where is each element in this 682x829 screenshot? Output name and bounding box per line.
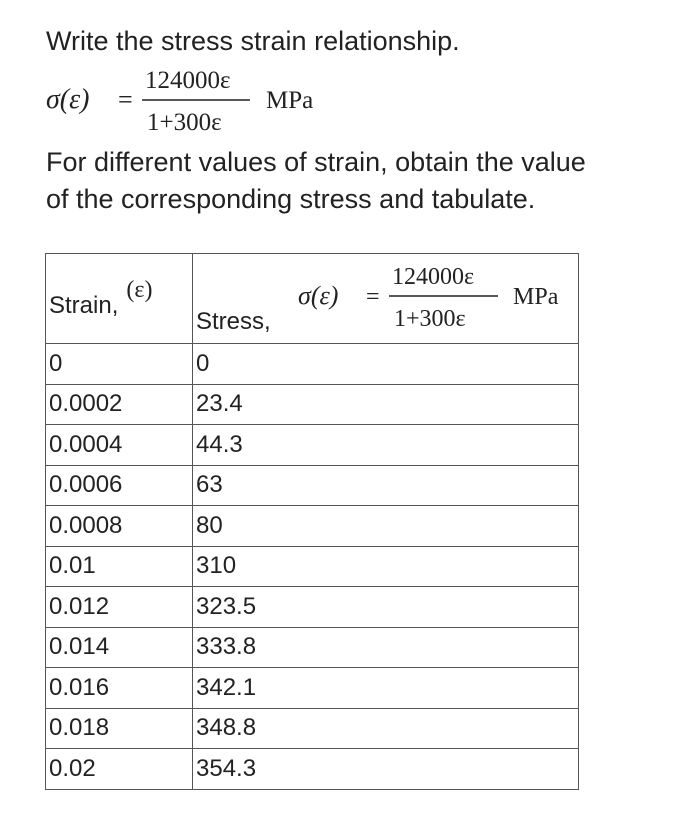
table-body bbox=[46, 344, 579, 790]
strain-value-cell: 0.0006 bbox=[46, 465, 193, 506]
table-row bbox=[46, 708, 579, 749]
strain-value-cell: 0.0002 bbox=[46, 384, 193, 425]
strain-value-cell: 0.018 bbox=[46, 708, 193, 749]
stress-value-cell: 354.3 bbox=[193, 749, 579, 790]
strain-value-cell: 0.01 bbox=[46, 546, 193, 587]
strain-value-cell: 0.02 bbox=[46, 749, 193, 790]
stress-value-cell: 23.4 bbox=[193, 384, 579, 425]
formula-equals: = bbox=[118, 85, 133, 114]
table-row bbox=[46, 587, 579, 628]
stress-value-cell: 310 bbox=[193, 546, 579, 587]
header-strain-cell bbox=[46, 254, 193, 344]
table-row bbox=[46, 344, 579, 385]
stress-value-cell: 80 bbox=[193, 506, 579, 547]
table-row bbox=[46, 546, 579, 587]
stress-value-cell: 342.1 bbox=[193, 668, 579, 709]
table-row bbox=[46, 506, 579, 547]
header-strain-label: Strain, bbox=[49, 292, 119, 320]
stress-strain-formula bbox=[46, 64, 366, 144]
header-stress-cell bbox=[193, 254, 579, 344]
stress-value-cell: 333.8 bbox=[193, 627, 579, 668]
table-row bbox=[46, 749, 579, 790]
strain-value-cell: 0.014 bbox=[46, 627, 193, 668]
strain-stress-table bbox=[45, 253, 579, 790]
table-row bbox=[46, 384, 579, 425]
formula-numerator: 124000ε bbox=[145, 67, 231, 94]
header-stress-label: Stress, bbox=[196, 308, 271, 335]
formula-unit: MPa bbox=[266, 87, 314, 114]
heading: Write the stress strain relationship. bbox=[46, 26, 460, 56]
stress-value-cell: 63 bbox=[193, 465, 579, 506]
strain-value-cell: 0.012 bbox=[46, 587, 193, 628]
stress-value-cell: 44.3 bbox=[193, 425, 579, 466]
strain-value-cell: 0.0008 bbox=[46, 506, 193, 547]
strain-value-cell: 0.016 bbox=[46, 668, 193, 709]
stress-value-cell: 0 bbox=[193, 344, 579, 385]
table-row bbox=[46, 465, 579, 506]
header-stress-formula bbox=[293, 254, 583, 342]
header-formula-numerator: 124000ε bbox=[392, 264, 475, 290]
strain-value-cell: 0 bbox=[46, 344, 193, 385]
header-strain-symbol: (ε) bbox=[126, 276, 153, 303]
formula-denominator: 1+300ε bbox=[147, 109, 222, 136]
stress-value-cell: 348.8 bbox=[193, 708, 579, 749]
header-formula-denominator: 1+300ε bbox=[394, 306, 466, 332]
strain-value-cell: 0.0004 bbox=[46, 425, 193, 466]
header-formula-equals: = bbox=[366, 284, 380, 310]
table-row bbox=[46, 627, 579, 668]
header-formula-lhs: σ(ε) bbox=[298, 281, 339, 310]
header-formula-unit: MPa bbox=[513, 284, 559, 310]
table-row bbox=[46, 425, 579, 466]
table-header-row bbox=[46, 254, 579, 344]
table-row bbox=[46, 668, 579, 709]
stress-value-cell: 323.5 bbox=[193, 587, 579, 628]
instructions-paragraph: For different values of strain, obtain the value of the corresponding stress and tabulate. bbox=[46, 147, 586, 214]
formula-lhs: σ(ε) bbox=[46, 84, 90, 115]
